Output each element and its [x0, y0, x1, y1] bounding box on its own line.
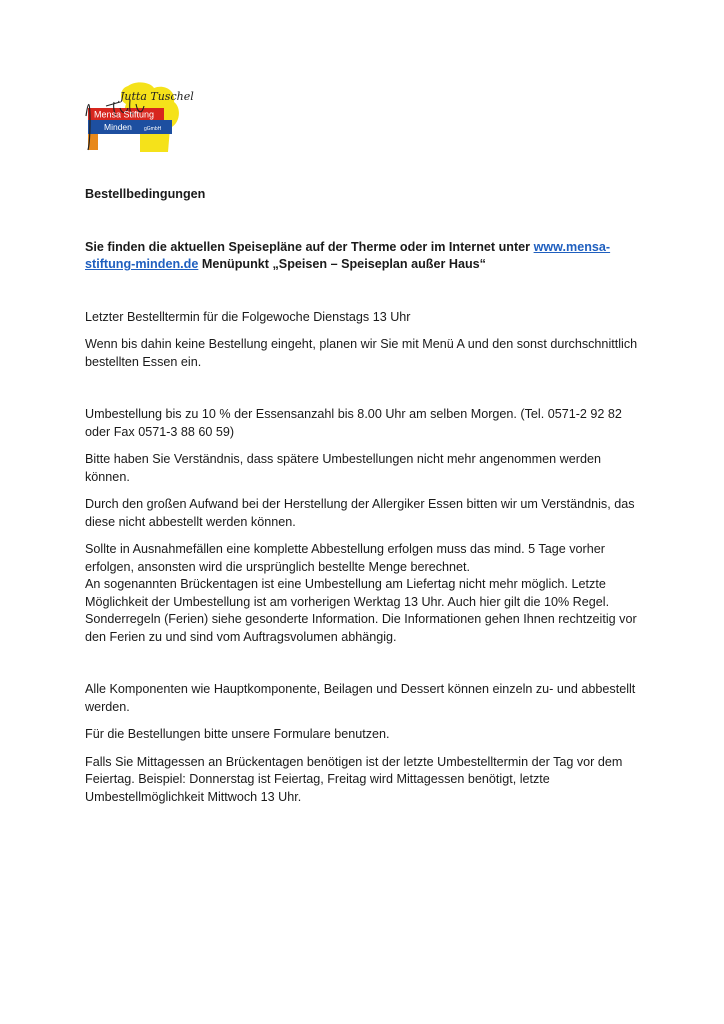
paragraph-order-deadline: Letzter Bestelltermin für die Folgewoche Dienstags 13 Uhr	[85, 309, 411, 324]
website-link[interactable]: www.mensa-stiftung-minden.de	[85, 239, 611, 271]
paragraph-bridge-lunch: Falls Sie Mittagessen an Brückentagen benötigen ist der letzte Umbestelltermin der Tag vor dem Feiertag. Beispiel: Donnerstag ist Feiertag, Freitag wird Mittagessen benötigt, letzte Umbestellmöglichkeit Mittwoch 13 Uhr.	[85, 754, 623, 804]
logo-line-1: Mensa Stiftung	[94, 109, 155, 120]
logo-graphic	[84, 80, 194, 158]
paragraph-understanding: Bitte haben Sie Verständnis, dass spätere Umbestellungen nicht mehr angenommen werden können.	[85, 452, 601, 484]
document-title: Bestellbedingungen	[85, 187, 206, 201]
mensa-stiftung-logo	[84, 80, 194, 158]
intro-text-before: Sie finden die aktuellen Speisepläne auf der Therme oder im Internet unter	[85, 239, 534, 254]
paragraph-forms: Für die Bestellungen bitte unsere Formulare benutzen.	[85, 727, 390, 741]
logo-script: Jutta Tuschel	[120, 90, 194, 103]
logo-line-3: gGmbH	[144, 126, 162, 132]
paragraph-allergy: Durch den großen Aufwand bei der Herstellung der Allergiker Essen bitten wir um Verständnis, das diese nicht abbestellt werden können.	[85, 497, 635, 529]
intro-paragraph	[85, 239, 645, 274]
paragraph-reorder: Umbestellung bis zu 10 % der Essensanzahl bis 8.00 Uhr am selben Morgen. (Tel. 0571-2 92 82 oder Fax 0571-3 88 60 59)	[85, 407, 622, 439]
paragraph-bridge-days: An sogenannten Brückentagen ist eine Umbestellung am Liefertag nicht mehr möglich. Letzte Möglichkeit der Umbestellung ist am vorherigen Werktag 13 Uhr. Auch hier gilt die 10% Regel. Sonderregeln (Ferien) siehe gesonderte Information. Die Informationen gehen Ihnen rechtzeitig vor den Ferien zu und sind vom Auftragsvolumen abhängig.	[85, 577, 637, 644]
logo-line-2: Minden	[104, 122, 132, 132]
paragraph-components: Alle Komponenten wie Hauptkomponente, Beilagen und Dessert können einzeln zu- und abbestellt werden.	[85, 682, 636, 714]
intro-text-after: Menüpunkt „Speisen – Speiseplan außer Haus“	[198, 257, 486, 271]
paragraph-default-plan: Wenn bis dahin keine Bestellung eingeht, planen wir Sie mit Menü A und den sonst durchschnittlich bestellten Essen ein.	[85, 337, 638, 369]
paragraph-cancellation: Sollte in Ausnahmefällen eine komplette Abbestellung erfolgen muss das mind. 5 Tage vorher erfolgen, ansonsten wird die ursprünglich bestellte Menge berechnet.	[85, 542, 605, 574]
document-body	[85, 186, 645, 806]
